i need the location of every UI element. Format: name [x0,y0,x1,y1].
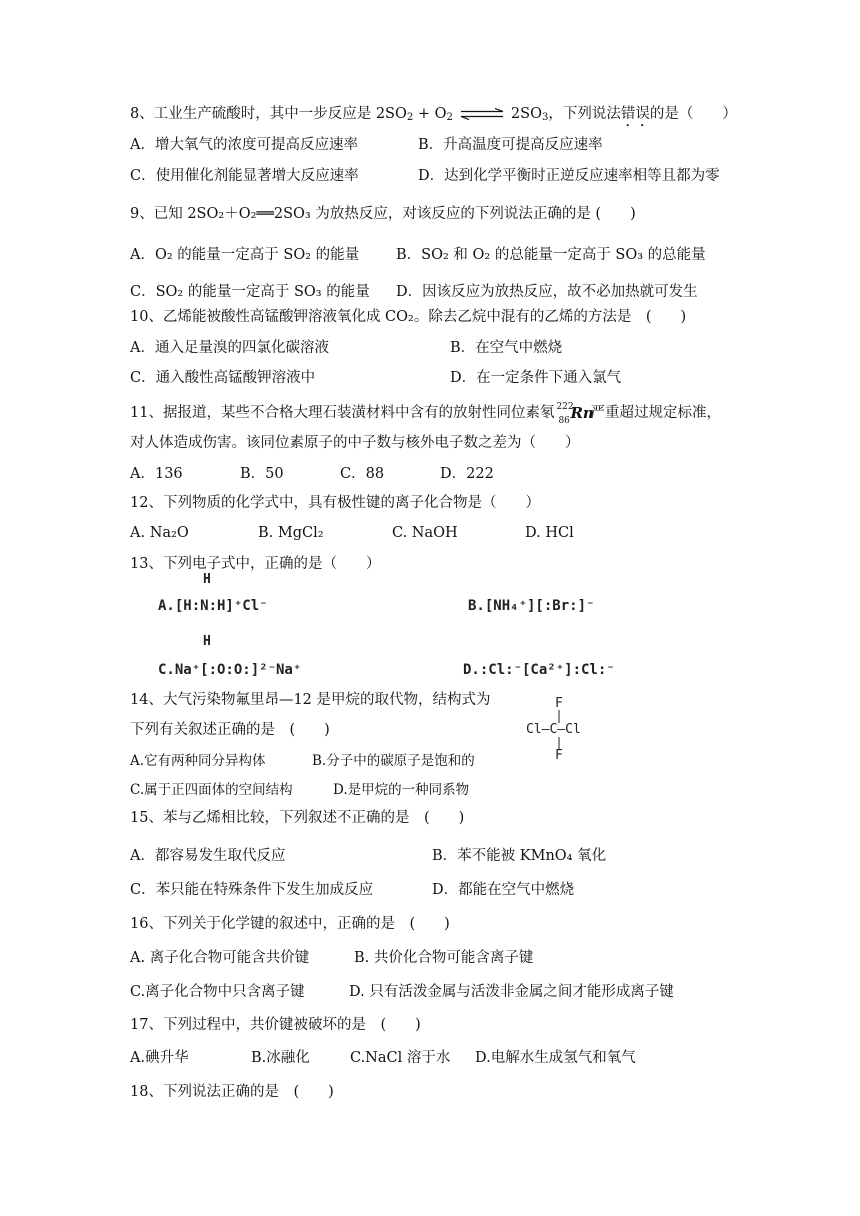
q14-option-c: C.属于正四面体的空间结构 [130,782,293,798]
q13-option-c: C.Na⁺[:O:O:]²⁻Na⁺ [158,662,302,678]
q18-stem: 18、下列说法正确的是 ( ) [130,1084,334,1100]
q13-option-b: B.[NH₄⁺][:Br:]⁻ [468,598,595,614]
equilibrium-arrow-icon [459,108,505,120]
q14-option-b: B.分子中的碳原子是饱和的 [312,753,475,769]
q11-option-b: B．50 [240,466,284,482]
q15-option-d: D．都能在空气中燃烧 [432,882,575,898]
q11-option-c: C．88 [340,466,385,482]
q17-option-a: A.碘升华 [130,1050,189,1066]
q17-option-c: C.NaCl 溶于水 [350,1050,451,1066]
q15-option-a: A．都容易发生取代反应 [130,848,286,864]
q8-option-d: D．达到化学平衡时正逆反应速率相等且都为零 [418,168,720,184]
q15-option-c: C．苯只能在特殊条件下发生加成反应 [130,882,374,898]
q8-option-a: A．增大氧气的浓度可提高反应速率 [130,137,358,153]
q8-option-c: C．使用催化剂能显著增大反应速率 [130,168,359,184]
q16-option-a: A. 离子化合物可能含共价键 [130,950,310,966]
q12-stem: 12、下列物质的化学式中，具有极性键的离子化合物是（ ） [130,495,540,511]
q10-stem: 10、乙烯能被酸性高锰酸钾溶液氧化成 CO₂。除去乙烷中混有的乙烯的方法是 ( ) [130,309,687,325]
isotope-symbol: 222 86 Rn [556,402,594,426]
q14-struct-middle: Cl—C—Cl [526,722,581,737]
q13-stem: 13、下列电子式中，正确的是（ ） [130,556,381,572]
q10-option-b: B．在空气中燃烧 [450,340,563,356]
q10-option-a: A．通入足量溴的四氯化碳溶液 [130,340,329,356]
q11-stem-line2: 对人体造成伤害。该同位素原子的中子数与核外电子数之差为（ ） [130,435,580,451]
q13-option-d: D.:Cl:⁻[Ca²⁺]:Cl:⁻ [463,662,615,678]
q14-struct-top-f: F [555,696,563,711]
q15-stem: 15、苯与乙烯相比较，下列叙述不正确的是 ( ) [130,810,465,826]
q8-option-b: B．升高温度可提高反应速率 [418,137,603,153]
q16-option-b: B. 共价化合物可能含离子键 [354,950,534,966]
q10-option-d: D．在一定条件下通入氯气 [450,370,622,386]
q14-stem-line2: 下列有关叙述正确的是 ( ) [130,722,330,738]
q11-option-a: A．136 [130,466,183,482]
q13-a-bottom-h: H [203,634,211,649]
q8-stem: 8、工业生产硫酸时，其中一步反应是 $2SO_2 + O_2$ $2SO_3$，下列说法错误的是（ ） [130,106,737,123]
q11-option-d: D．222 [440,466,494,482]
q9-option-d: D．因该反应为放热反应，故不必加热就可发生 [396,284,698,300]
q8-emphasis: 错误 [620,106,650,122]
q16-option-d: D. 只有活泼金属与活泼非金属之间才能形成离子键 [349,984,674,1000]
q16-stem: 16、下列关于化学键的叙述中，正确的是 ( ) [130,916,450,932]
q14-option-d: D.是甲烷的一种同系物 [333,782,470,798]
q12-option-c: C. NaOH [392,525,458,541]
q9-option-a: A．O₂ 的能量一定高于 SO₂ 的能量 [130,247,360,263]
q9-stem: 9、已知 2SO₂＋O₂══2SO₃ 为放热反应，对该反应的下列说法正确的是 ( ) [130,206,636,222]
q13-a-top-h: H [203,572,211,587]
q12-option-d: D. HCl [525,525,574,541]
q17-stem: 17、下列过程中，共价键被破坏的是 ( ) [130,1017,421,1033]
q11-stem: 11、据报道，某些不合格大理石装潢材料中含有的放射性同位素氡 222 86 Rn 严重超过规定标准， [130,402,721,426]
q12-option-a: A. Na₂O [130,525,189,541]
q17-option-b: B.冰融化 [251,1050,310,1066]
q10-option-c: C．通入酸性高锰酸钾溶液中 [130,370,316,386]
q13-option-a: A.[H:N:H]⁺Cl⁻ [158,598,268,614]
q14-option-a: A.它有两种同分异构体 [130,753,266,769]
q14-stem: 14、大气污染物氟里昂—12 是甲烷的取代物，结构式为 [130,692,491,708]
q16-option-c: C.离子化合物中只含离子键 [130,984,305,1000]
q12-option-b: B. MgCl₂ [258,525,324,541]
q17-option-d: D.电解水生成氢气和氧气 [475,1050,636,1066]
q15-option-b: B．苯不能被 KMnO₄ 氧化 [432,848,607,864]
q14-struct-bottom-f: F [555,748,563,763]
q9-option-c: C．SO₂ 的能量一定高于 SO₃ 的能量 [130,284,370,300]
q9-option-b: B．SO₂ 和 O₂ 的总能量一定高于 SO₃ 的总能量 [396,247,706,263]
